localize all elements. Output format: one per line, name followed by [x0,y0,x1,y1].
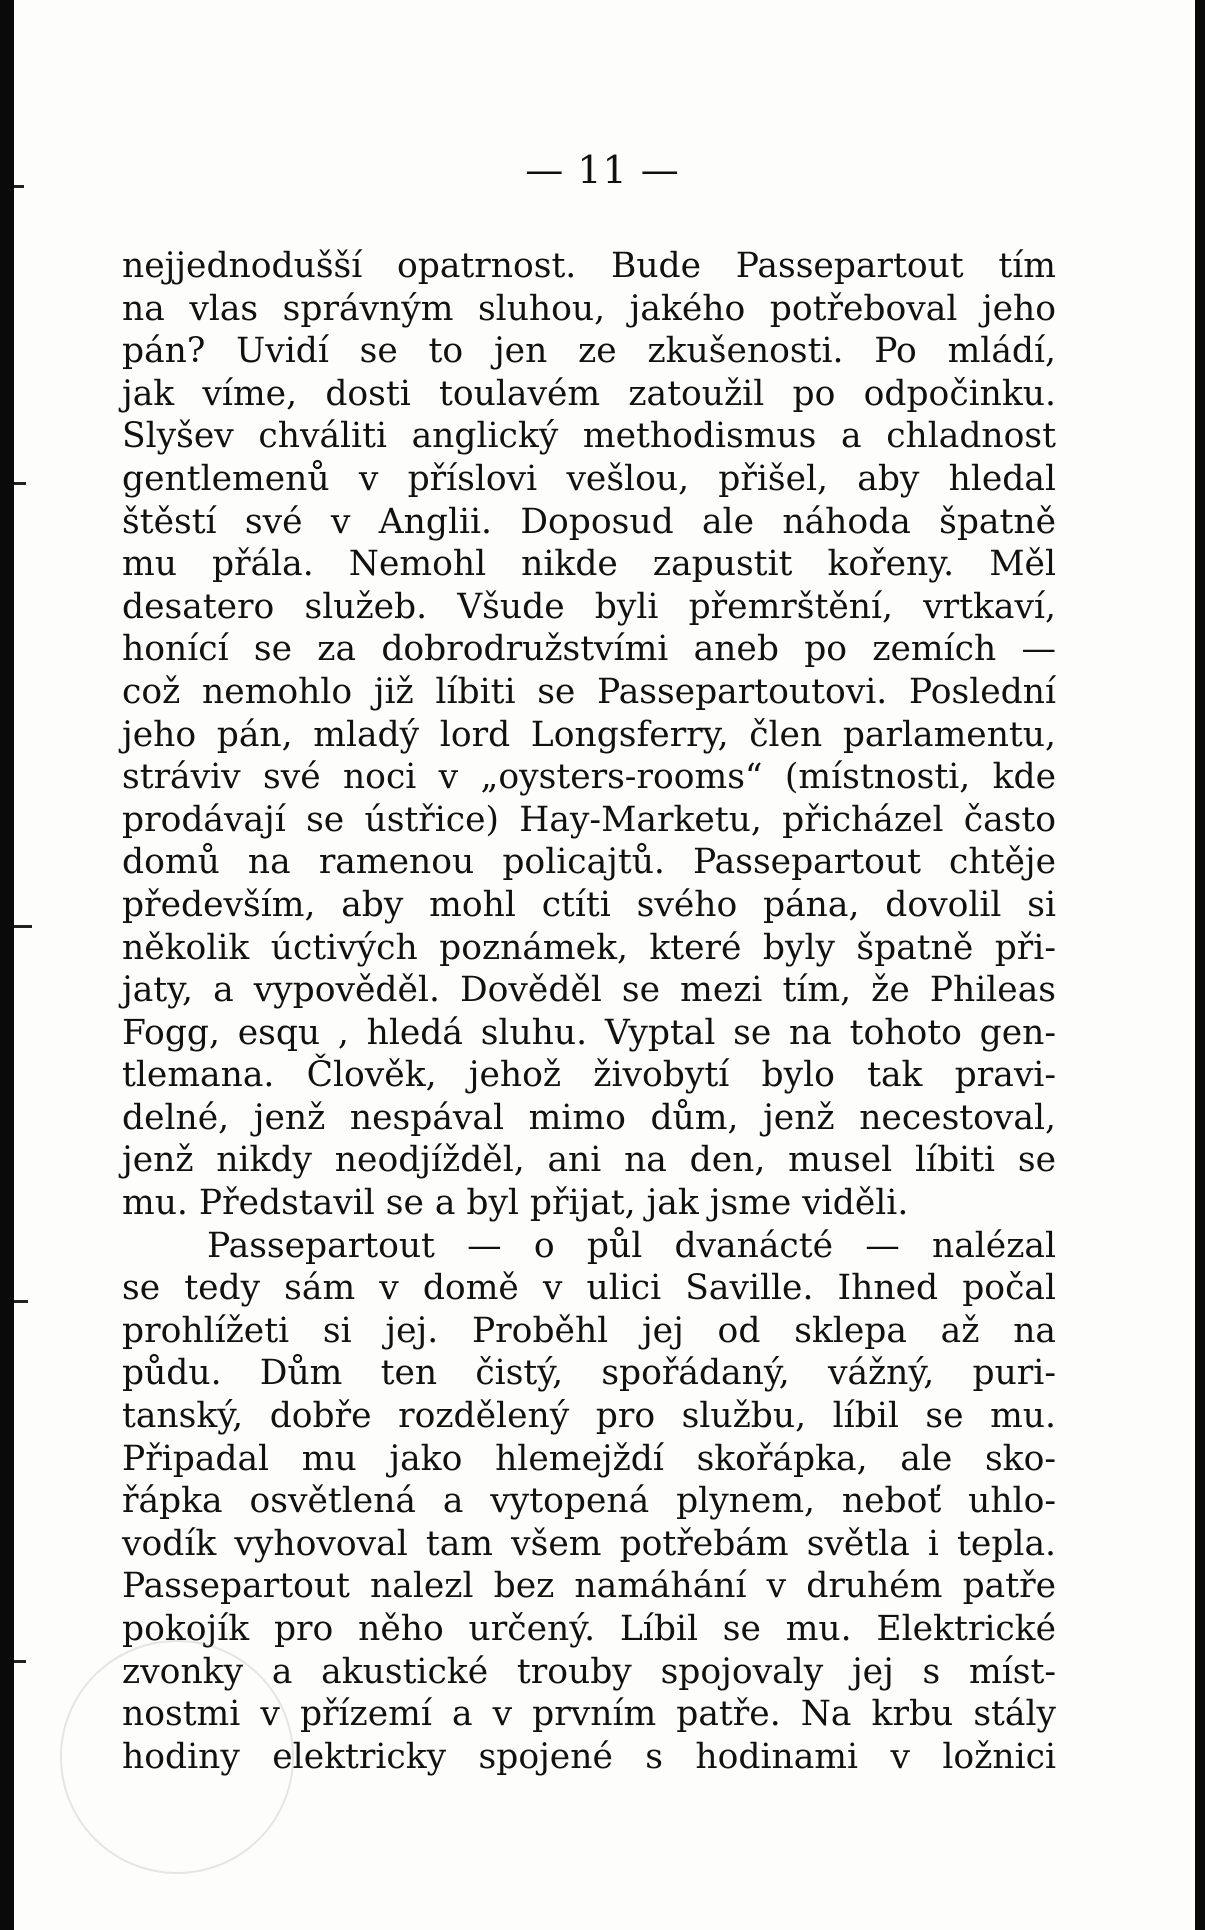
text-line: stráviv své noci v „oysters-rooms“ (místnosti, kde [122,757,1056,798]
edge-tick [14,925,32,928]
body-text [122,245,1056,1778]
text-line: Passepartout nalezl bez namáhání v druhém patře [122,1566,1056,1607]
text-line: Připadal mu jako hlemejždí skořápka, ale sko- [122,1438,1056,1479]
text-line: gentlemenů v příslovi vešlou, přišel, aby hledal [122,458,1056,499]
text-line: vodík vyhovoval tam všem potřebám světla i tepla. [122,1523,1056,1564]
text-line: zvonky a akustické trouby spojovaly jej s míst- [122,1651,1056,1692]
text-line: jak víme, dosti toulavém zatoužil po odpočinku. [122,373,1056,414]
text-line: na vlas správným sluhou, jakého potřeboval jeho [122,288,1056,329]
text-line: Passepartout — o půl dvanácté — nalézal [207,1225,1056,1266]
text-line: delné, jenž nespával mimo dům, jenž necestoval, [122,1097,1056,1138]
text-line: jaty, a vypověděl. Dověděl se mezi tím, že Phileas [122,970,1056,1011]
text-line: Fogg, esqu , hledá sluhu. Vyptal se na tohoto gen- [122,1012,1056,1053]
edge-tick [14,1300,28,1303]
text-line: pán? Uvidí se to jen ze zkušenosti. Po mládí, [122,331,1056,372]
edge-tick [14,482,26,485]
text-line: tanský, dobře rozdělený pro službu, líbil se mu. [122,1396,1056,1437]
text-line: štěstí své v Anglii. Doposud ale náhoda špatně [122,501,1056,542]
text-line: hodiny elektricky spojené s hodinami v ložnici [122,1736,1056,1777]
text-line: mu přála. Nemohl nikde zapustit kořeny. Měl [122,544,1056,585]
scan-border-left [0,0,14,1930]
text-line: prodávají se ústřice) Hay-Marketu, přicházel často [122,799,1056,840]
text-line: Slyšev chváliti anglický methodismus a chladnost [122,416,1056,457]
page-number: — 11 — [525,148,680,192]
text-line: několik úctivých poznámek, které byly špatně při- [122,927,1056,968]
text-line: jenž nikdy neodjížděl, ani na den, musel líbiti se [122,1140,1056,1181]
scan-border-right [1195,0,1205,1930]
text-line: což nemohlo již líbiti se Passepartoutovi. Poslední [122,671,1056,712]
text-line: pokojík pro něho určený. Líbil se mu. Elektrické [122,1609,1056,1649]
library-stamp [60,1640,294,1874]
text-line: prohlížeti si jej. Proběhl jej od sklepa až na [122,1310,1056,1351]
text-line: se tedy sám v domě v ulici Saville. Ihned počal [122,1268,1056,1309]
text-line: jeho pán, mladý lord Longsferry, člen parlamentu, [122,714,1056,755]
text-line: nostmi v přízemí a v prvním patře. Na krbu stály [122,1694,1056,1735]
text-line: tlemana. Člověk, jehož živobytí bylo tak pravi- [122,1055,1056,1096]
text-line: honící se za dobrodružstvími aneb po zemích — [122,629,1056,670]
text-line: domů na ramenou policajtů. Passepartout chtěje [122,842,1056,883]
edge-tick [14,1660,26,1663]
text-line: především, aby mohl ctíti svého pána, dovolil si [122,884,1056,925]
text-line: desatero služeb. Všude byli přemrštění, vrtkaví, [122,586,1056,627]
text-line: nejjednodušší opatrnost. Bude Passepartout tím [122,246,1056,286]
text-line: půdu. Dům ten čistý, spořádaný, vážný, puri- [122,1353,1056,1394]
text-line: řápka osvětlená a vytopená plynem, neboť uhlo- [122,1481,1056,1522]
text-line: mu. Představil se a byl přijat, jak jsme viděli. [122,1183,909,1224]
